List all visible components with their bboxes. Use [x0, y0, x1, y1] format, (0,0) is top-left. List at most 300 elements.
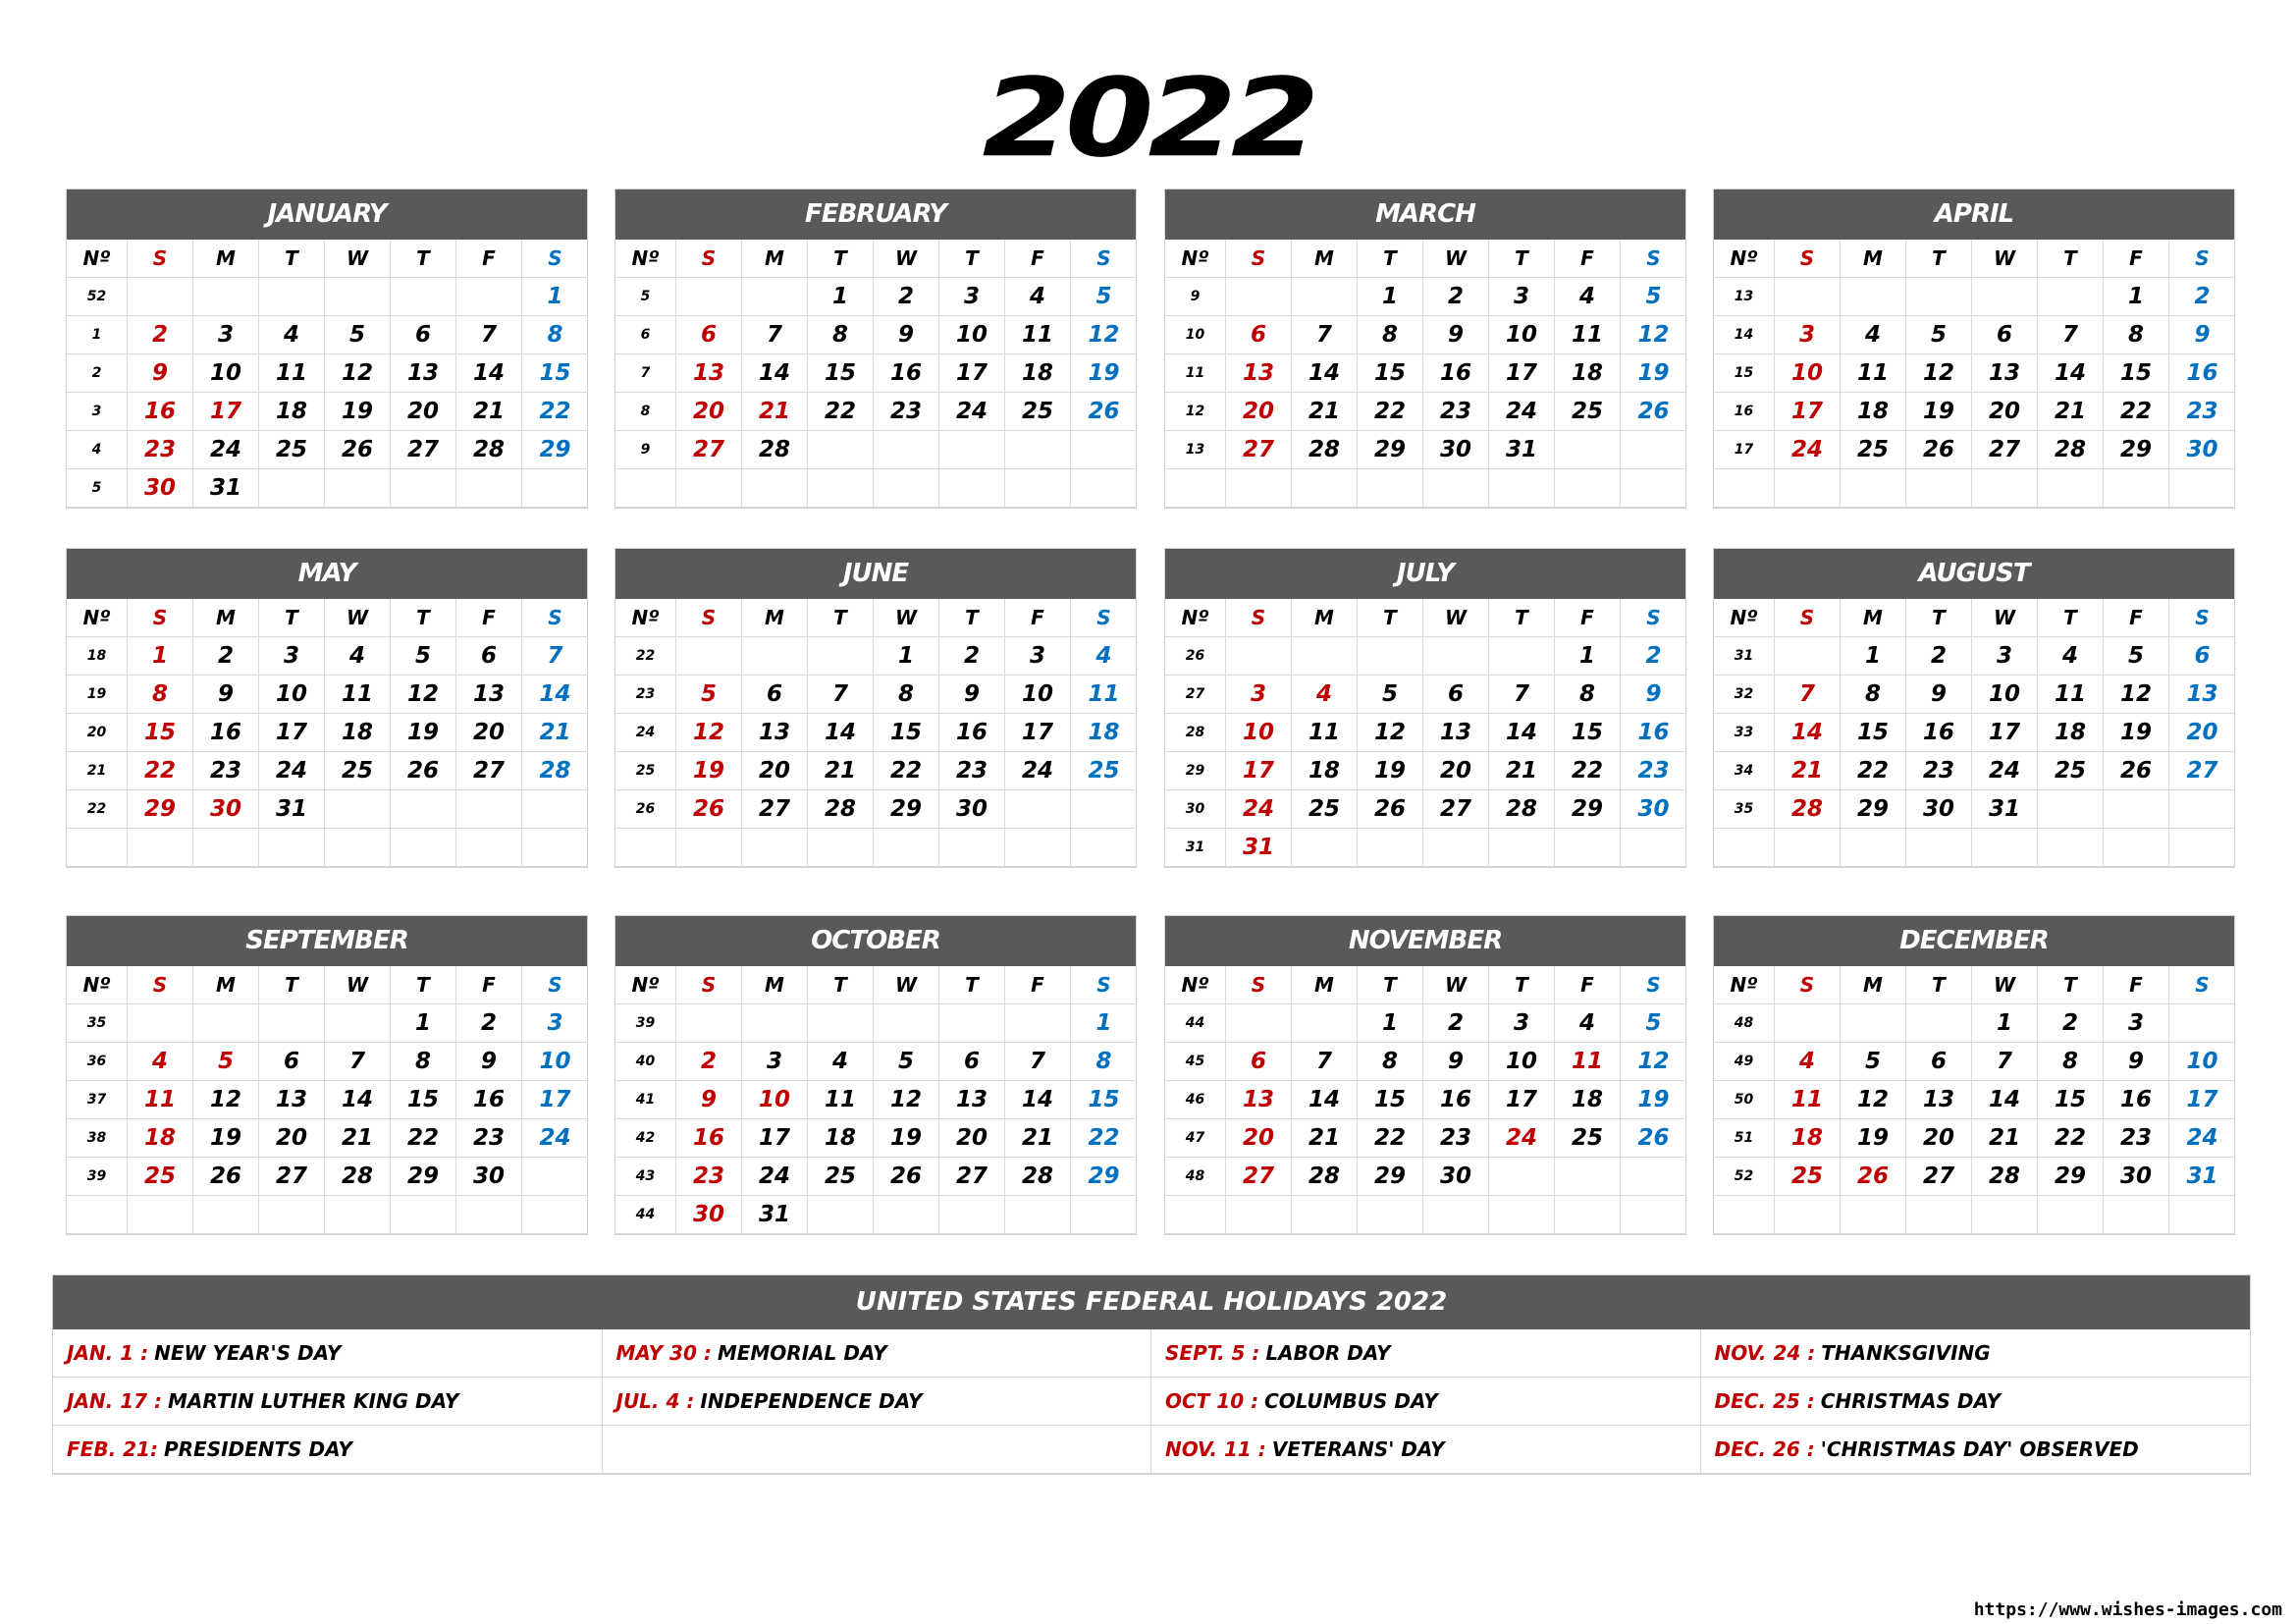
day-cell: 1 [1358, 1004, 1423, 1043]
day-cell: 9 [128, 354, 193, 393]
day-cell [676, 637, 742, 676]
day-cell: 9 [1906, 676, 1972, 714]
day-cell [259, 278, 325, 316]
day-cell: 6 [456, 637, 522, 676]
day-cell: 19 [1906, 393, 1972, 431]
day-cell: 7 [325, 1043, 391, 1081]
day-cell: 11 [1841, 354, 1906, 393]
day-cell: 25 [1841, 431, 1906, 469]
day-cell: 20 [456, 714, 522, 752]
day-cell: 8 [1841, 676, 1906, 714]
day-cell: 1 [1972, 1004, 2038, 1043]
day-cell: 10 [742, 1081, 808, 1119]
day-cell: 30 [1423, 1158, 1489, 1196]
day-cell [1226, 469, 1292, 508]
week-number: 28 [1165, 714, 1226, 752]
day-cell: 12 [1841, 1081, 1906, 1119]
day-cell: 28 [325, 1158, 391, 1196]
day-cell: 3 [1972, 637, 2038, 676]
week-number: 42 [615, 1119, 676, 1158]
weekday-header: S [522, 966, 588, 1004]
holiday-entry [1151, 1329, 1701, 1378]
day-cell: 6 [1423, 676, 1489, 714]
day-cell [128, 829, 193, 867]
day-cell: 17 [1489, 1081, 1555, 1119]
day-cell: 14 [1005, 1081, 1071, 1119]
weekday-header: W [1423, 599, 1489, 637]
weekday-header: M [1292, 599, 1358, 637]
week-number: 11 [1165, 354, 1226, 393]
day-cell [128, 278, 193, 316]
day-cell [808, 829, 874, 867]
day-cell: 19 [1841, 1119, 1906, 1158]
day-cell: 22 [1358, 393, 1423, 431]
day-cell: 26 [1621, 393, 1686, 431]
holiday-date: NOV. 11 : [1165, 1437, 1266, 1461]
day-cell: 14 [1972, 1081, 2038, 1119]
day-cell: 11 [2038, 676, 2104, 714]
day-cell [874, 469, 939, 508]
weekday-header: T [808, 599, 874, 637]
weekday-header: M [193, 599, 259, 637]
day-cell [808, 1004, 874, 1043]
weekday-header: S [522, 599, 588, 637]
weekday-header: T [391, 599, 456, 637]
day-cell [456, 469, 522, 508]
week-number: 5 [67, 469, 128, 508]
day-cell: 29 [128, 790, 193, 829]
day-cell: 10 [1226, 714, 1292, 752]
month-days-grid [67, 599, 587, 867]
month-december [1713, 915, 2235, 1235]
weekday-header: T [1358, 966, 1423, 1004]
week-number: 30 [1165, 790, 1226, 829]
day-cell: 9 [1621, 676, 1686, 714]
weekday-header: F [456, 599, 522, 637]
day-cell: 26 [391, 752, 456, 790]
day-cell: 18 [128, 1119, 193, 1158]
week-number: 8 [615, 393, 676, 431]
day-cell: 22 [874, 752, 939, 790]
day-cell [1972, 829, 2038, 867]
day-cell: 30 [1906, 790, 1972, 829]
day-cell [1005, 1196, 1071, 1234]
week-number: 44 [615, 1196, 676, 1234]
day-cell: 15 [874, 714, 939, 752]
day-cell [1358, 1196, 1423, 1234]
week-number: 40 [615, 1043, 676, 1081]
day-cell: 4 [128, 1043, 193, 1081]
day-cell [742, 637, 808, 676]
day-cell [939, 431, 1005, 469]
day-cell: 24 [1226, 790, 1292, 829]
day-cell [456, 790, 522, 829]
day-cell [2169, 469, 2235, 508]
day-cell: 8 [874, 676, 939, 714]
weekday-header: S [1775, 966, 1841, 1004]
weekday-header: T [259, 599, 325, 637]
day-cell: 1 [1841, 637, 1906, 676]
day-cell [2038, 790, 2104, 829]
weekday-header: T [808, 240, 874, 278]
day-cell: 3 [1005, 637, 1071, 676]
day-cell: 19 [2104, 714, 2169, 752]
week-number: 49 [1714, 1043, 1775, 1081]
day-cell: 2 [939, 637, 1005, 676]
day-cell: 26 [1841, 1158, 1906, 1196]
day-cell: 22 [2038, 1119, 2104, 1158]
day-cell: 30 [193, 790, 259, 829]
day-cell: 20 [742, 752, 808, 790]
day-cell [522, 1196, 588, 1234]
day-cell: 6 [391, 316, 456, 354]
weekday-header: S [1621, 240, 1686, 278]
day-cell: 14 [1292, 1081, 1358, 1119]
day-cell: 1 [2104, 278, 2169, 316]
day-cell: 7 [2038, 316, 2104, 354]
weekday-header: M [1841, 240, 1906, 278]
day-cell: 20 [1972, 393, 2038, 431]
month-february [614, 189, 1137, 509]
day-cell: 29 [1841, 790, 1906, 829]
holiday-entry [1151, 1426, 1701, 1474]
month-august [1713, 548, 2235, 868]
holiday-name: CHRISTMAS DAY [1820, 1389, 2002, 1413]
weekday-header: W [325, 240, 391, 278]
week-number-header: Nº [1714, 240, 1775, 278]
footer-url[interactable]: https://www.wishes-images.com [1973, 1599, 2282, 1620]
day-cell: 17 [259, 714, 325, 752]
weekday-header: T [1489, 966, 1555, 1004]
weekday-header: F [456, 240, 522, 278]
week-number [615, 829, 676, 867]
day-cell: 25 [1292, 790, 1358, 829]
week-number: 33 [1714, 714, 1775, 752]
day-cell: 21 [742, 393, 808, 431]
day-cell [1226, 1196, 1292, 1234]
day-cell [456, 829, 522, 867]
day-cell [1071, 431, 1137, 469]
day-cell: 1 [808, 278, 874, 316]
week-number-header: Nº [67, 599, 128, 637]
weekday-header: W [874, 240, 939, 278]
holiday-name: THANKSGIVING [1821, 1341, 1991, 1365]
day-cell: 15 [2104, 354, 2169, 393]
day-cell [2038, 829, 2104, 867]
week-number: 18 [67, 637, 128, 676]
day-cell: 11 [1292, 714, 1358, 752]
week-number: 38 [67, 1119, 128, 1158]
week-number: 52 [1714, 1158, 1775, 1196]
day-cell: 13 [742, 714, 808, 752]
weekday-header: T [391, 966, 456, 1004]
day-cell: 21 [1292, 1119, 1358, 1158]
day-cell: 16 [939, 714, 1005, 752]
day-cell: 11 [128, 1081, 193, 1119]
day-cell: 7 [1292, 316, 1358, 354]
day-cell: 27 [1906, 1158, 1972, 1196]
day-cell: 3 [1489, 278, 1555, 316]
week-number [1165, 1196, 1226, 1234]
day-cell: 17 [1972, 714, 2038, 752]
day-cell [2038, 278, 2104, 316]
day-cell: 16 [1423, 354, 1489, 393]
day-cell: 16 [874, 354, 939, 393]
day-cell: 18 [1005, 354, 1071, 393]
holiday-date: SEPT. 5 : [1165, 1341, 1260, 1365]
day-cell: 6 [1226, 316, 1292, 354]
day-cell [128, 1196, 193, 1234]
day-cell: 7 [742, 316, 808, 354]
day-cell: 4 [1071, 637, 1137, 676]
day-cell: 19 [1621, 1081, 1686, 1119]
day-cell: 28 [1775, 790, 1841, 829]
day-cell: 2 [1423, 1004, 1489, 1043]
day-cell: 1 [1071, 1004, 1137, 1043]
weekday-header: T [939, 240, 1005, 278]
week-number: 2 [67, 354, 128, 393]
day-cell: 11 [1555, 316, 1621, 354]
day-cell [1841, 1004, 1906, 1043]
day-cell: 2 [874, 278, 939, 316]
day-cell [1906, 1196, 1972, 1234]
day-cell: 29 [522, 431, 588, 469]
week-number [1165, 469, 1226, 508]
day-cell: 19 [874, 1119, 939, 1158]
day-cell: 13 [1226, 1081, 1292, 1119]
day-cell: 15 [1358, 1081, 1423, 1119]
day-cell: 22 [522, 393, 588, 431]
day-cell: 20 [1906, 1119, 1972, 1158]
day-cell [456, 1196, 522, 1234]
day-cell [456, 278, 522, 316]
day-cell: 28 [742, 431, 808, 469]
day-cell: 4 [325, 637, 391, 676]
day-cell: 11 [1555, 1043, 1621, 1081]
day-cell: 10 [1775, 354, 1841, 393]
day-cell: 29 [1358, 1158, 1423, 1196]
day-cell: 20 [1423, 752, 1489, 790]
day-cell: 10 [193, 354, 259, 393]
day-cell: 4 [1005, 278, 1071, 316]
weekday-header: M [193, 966, 259, 1004]
day-cell: 14 [1775, 714, 1841, 752]
day-cell [1292, 1196, 1358, 1234]
day-cell: 24 [259, 752, 325, 790]
day-cell: 27 [456, 752, 522, 790]
day-cell [1906, 829, 1972, 867]
day-cell: 30 [2104, 1158, 2169, 1196]
day-cell [1423, 469, 1489, 508]
day-cell: 25 [1555, 1119, 1621, 1158]
day-cell [939, 829, 1005, 867]
day-cell: 23 [128, 431, 193, 469]
day-cell: 26 [2104, 752, 2169, 790]
day-cell: 30 [1621, 790, 1686, 829]
day-cell: 13 [1906, 1081, 1972, 1119]
day-cell [1005, 790, 1071, 829]
weekday-header: S [1226, 966, 1292, 1004]
week-number: 7 [615, 354, 676, 393]
weekday-header: S [1775, 599, 1841, 637]
day-cell: 28 [1292, 1158, 1358, 1196]
weekday-header: M [1841, 966, 1906, 1004]
day-cell: 24 [1972, 752, 2038, 790]
month-header: DECEMBER [1714, 916, 2234, 966]
day-cell: 12 [193, 1081, 259, 1119]
month-days-grid [1165, 599, 1685, 867]
day-cell [1906, 278, 1972, 316]
day-cell: 7 [1489, 676, 1555, 714]
weekday-header: W [1972, 240, 2038, 278]
day-cell: 4 [1555, 278, 1621, 316]
month-november [1164, 915, 1686, 1235]
weekday-header: F [1555, 966, 1621, 1004]
week-number: 24 [615, 714, 676, 752]
day-cell [1555, 1196, 1621, 1234]
day-cell: 22 [391, 1119, 456, 1158]
day-cell: 8 [1358, 316, 1423, 354]
day-cell [1489, 469, 1555, 508]
day-cell: 19 [676, 752, 742, 790]
day-cell [808, 469, 874, 508]
day-cell: 9 [1423, 1043, 1489, 1081]
day-cell [1775, 469, 1841, 508]
weekday-header: T [1489, 599, 1555, 637]
day-cell [193, 1004, 259, 1043]
day-cell [1489, 637, 1555, 676]
day-cell: 13 [1972, 354, 2038, 393]
day-cell: 2 [676, 1043, 742, 1081]
weekday-header: W [325, 966, 391, 1004]
day-cell [874, 829, 939, 867]
day-cell: 14 [1292, 354, 1358, 393]
day-cell: 6 [2169, 637, 2235, 676]
day-cell: 16 [2169, 354, 2235, 393]
day-cell [2038, 469, 2104, 508]
weekday-header: T [808, 966, 874, 1004]
holiday-entry [53, 1426, 603, 1474]
day-cell: 13 [391, 354, 456, 393]
day-cell: 20 [391, 393, 456, 431]
month-january [66, 189, 588, 509]
day-cell [325, 1004, 391, 1043]
day-cell: 8 [522, 316, 588, 354]
week-number: 19 [67, 676, 128, 714]
week-number: 37 [67, 1081, 128, 1119]
day-cell: 7 [456, 316, 522, 354]
day-cell: 8 [808, 316, 874, 354]
day-cell: 31 [1489, 431, 1555, 469]
day-cell: 10 [1489, 1043, 1555, 1081]
week-number: 9 [615, 431, 676, 469]
day-cell [1775, 829, 1841, 867]
day-cell: 4 [1775, 1043, 1841, 1081]
day-cell [391, 278, 456, 316]
day-cell: 28 [1005, 1158, 1071, 1196]
day-cell: 24 [193, 431, 259, 469]
day-cell: 20 [2169, 714, 2235, 752]
day-cell [1841, 829, 1906, 867]
day-cell [1621, 1196, 1686, 1234]
day-cell: 18 [1841, 393, 1906, 431]
day-cell [1621, 431, 1686, 469]
day-cell: 1 [874, 637, 939, 676]
day-cell: 6 [742, 676, 808, 714]
day-cell: 6 [1226, 1043, 1292, 1081]
week-number: 31 [1165, 829, 1226, 867]
day-cell: 9 [676, 1081, 742, 1119]
day-cell [1423, 829, 1489, 867]
day-cell: 23 [2169, 393, 2235, 431]
day-cell: 8 [2038, 1043, 2104, 1081]
day-cell: 17 [193, 393, 259, 431]
day-cell: 17 [939, 354, 1005, 393]
day-cell [676, 1004, 742, 1043]
day-cell: 15 [1841, 714, 1906, 752]
day-cell: 24 [1775, 431, 1841, 469]
weekday-header: F [2104, 240, 2169, 278]
day-cell: 25 [325, 752, 391, 790]
month-header: MAY [67, 549, 587, 599]
day-cell: 1 [1358, 278, 1423, 316]
day-cell: 8 [2104, 316, 2169, 354]
holiday-date: NOV. 24 : [1714, 1341, 1816, 1365]
day-cell [939, 1196, 1005, 1234]
day-cell [1906, 469, 1972, 508]
weekday-header: S [128, 240, 193, 278]
day-cell: 8 [128, 676, 193, 714]
week-number: 31 [1714, 637, 1775, 676]
day-cell: 14 [808, 714, 874, 752]
day-cell: 1 [1555, 637, 1621, 676]
day-cell: 8 [1358, 1043, 1423, 1081]
day-cell: 4 [1555, 1004, 1621, 1043]
day-cell: 24 [2169, 1119, 2235, 1158]
day-cell: 31 [193, 469, 259, 508]
month-july [1164, 548, 1686, 868]
month-march [1164, 189, 1686, 509]
day-cell: 9 [939, 676, 1005, 714]
day-cell: 25 [128, 1158, 193, 1196]
day-cell: 21 [2038, 393, 2104, 431]
day-cell [2169, 790, 2235, 829]
week-number: 26 [1165, 637, 1226, 676]
weekday-header: F [1005, 599, 1071, 637]
holiday-entry [1701, 1426, 2251, 1474]
day-cell: 11 [1071, 676, 1137, 714]
day-cell: 24 [1005, 752, 1071, 790]
day-cell: 6 [676, 316, 742, 354]
day-cell: 5 [1841, 1043, 1906, 1081]
week-number: 35 [67, 1004, 128, 1043]
day-cell [1775, 278, 1841, 316]
day-cell: 14 [742, 354, 808, 393]
week-number: 20 [67, 714, 128, 752]
day-cell: 23 [1423, 1119, 1489, 1158]
day-cell: 28 [1972, 1158, 2038, 1196]
day-cell: 23 [2104, 1119, 2169, 1158]
day-cell: 30 [456, 1158, 522, 1196]
day-cell: 27 [2169, 752, 2235, 790]
month-days-grid [1714, 966, 2234, 1234]
day-cell: 25 [1555, 393, 1621, 431]
holiday-date: DEC. 25 : [1714, 1389, 1815, 1413]
day-cell: 14 [325, 1081, 391, 1119]
day-cell: 31 [259, 790, 325, 829]
day-cell [742, 469, 808, 508]
weekday-header: S [1621, 599, 1686, 637]
